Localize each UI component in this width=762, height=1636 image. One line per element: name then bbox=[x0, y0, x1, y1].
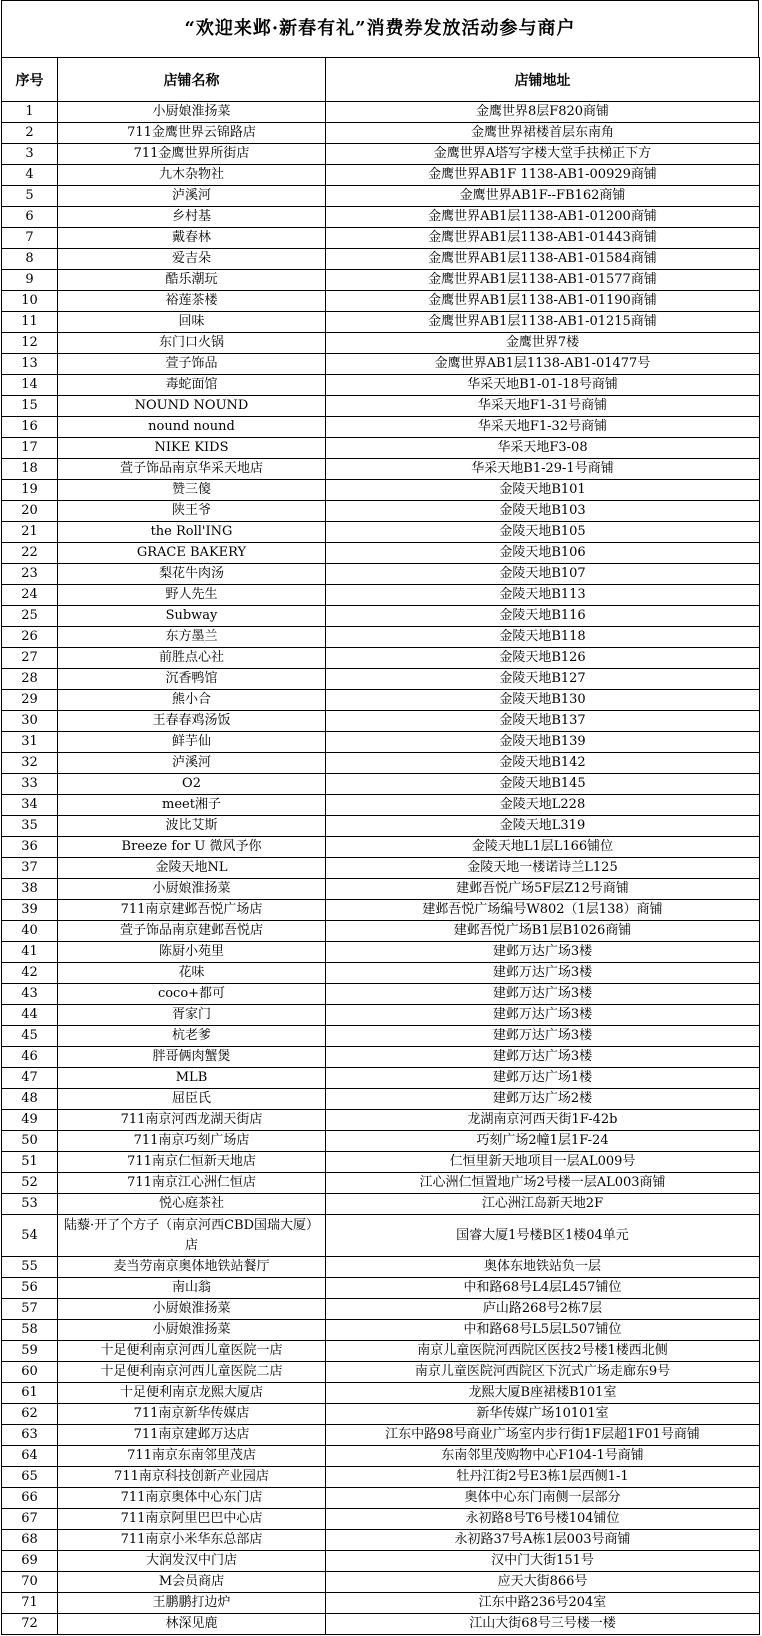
row-number: 34 bbox=[2, 795, 58, 816]
store-name: 泸溪河 bbox=[58, 753, 326, 774]
store-address: 金陵天地B118 bbox=[326, 627, 760, 648]
table-row bbox=[2, 669, 760, 690]
table-row bbox=[2, 1530, 760, 1551]
store-address: 建邺万达广场3楼 bbox=[326, 1047, 760, 1068]
store-name: 萱子饰品南京建邺吾悦店 bbox=[58, 921, 326, 942]
store-name: 711南京东南邻里茂店 bbox=[58, 1446, 326, 1467]
row-number: 25 bbox=[2, 606, 58, 627]
store-address: 金陵天地L1层L166铺位 bbox=[326, 837, 760, 858]
store-name: NOUND NOUND bbox=[58, 396, 326, 417]
row-number: 4 bbox=[2, 165, 58, 186]
store-address: 建邺万达广场1楼 bbox=[326, 1068, 760, 1089]
store-name: 沉香鸭馆 bbox=[58, 669, 326, 690]
row-number: 14 bbox=[2, 375, 58, 396]
store-address: 金鹰世界AB1层1138-AB1-01477号 bbox=[326, 354, 760, 375]
row-number: 2 bbox=[2, 123, 58, 144]
row-number: 43 bbox=[2, 984, 58, 1005]
row-number: 67 bbox=[2, 1509, 58, 1530]
store-name: 小厨娘淮扬菜 bbox=[58, 1320, 326, 1341]
store-name: M会员商店 bbox=[58, 1572, 326, 1593]
table-row bbox=[2, 942, 760, 963]
row-number: 9 bbox=[2, 270, 58, 291]
header-row bbox=[2, 58, 760, 102]
table-row bbox=[2, 1362, 760, 1383]
row-number: 20 bbox=[2, 501, 58, 522]
row-number: 10 bbox=[2, 291, 58, 312]
store-name: 毒蛇面馆 bbox=[58, 375, 326, 396]
row-number: 15 bbox=[2, 396, 58, 417]
row-number: 32 bbox=[2, 753, 58, 774]
row-number: 68 bbox=[2, 1530, 58, 1551]
row-number: 38 bbox=[2, 879, 58, 900]
store-name: 萱子饰品 bbox=[58, 354, 326, 375]
store-address: 建邺万达广场3楼 bbox=[326, 1026, 760, 1047]
row-number: 66 bbox=[2, 1488, 58, 1509]
store-address: 金陵天地B126 bbox=[326, 648, 760, 669]
store-name: 711金鹰世界云锦路店 bbox=[58, 123, 326, 144]
store-name: 十足便利南京河西儿童医院一店 bbox=[58, 1341, 326, 1362]
row-number: 33 bbox=[2, 774, 58, 795]
store-address: 华采天地F1-31号商铺 bbox=[326, 396, 760, 417]
store-name: 711南京巧刻广场店 bbox=[58, 1131, 326, 1152]
store-name: meet湘子 bbox=[58, 795, 326, 816]
table-row bbox=[2, 354, 760, 375]
table-row bbox=[2, 417, 760, 438]
table-row bbox=[2, 1383, 760, 1404]
table-row bbox=[2, 1299, 760, 1320]
table-row bbox=[2, 1215, 760, 1257]
row-number: 53 bbox=[2, 1194, 58, 1215]
row-number: 28 bbox=[2, 669, 58, 690]
table-row bbox=[2, 207, 760, 228]
store-address: 建邺万达广场2楼 bbox=[326, 1089, 760, 1110]
store-address: 牡丹江街2号E3栋1层西侧1-1 bbox=[326, 1467, 760, 1488]
merchant-table bbox=[1, 57, 760, 1635]
row-number: 13 bbox=[2, 354, 58, 375]
table-row bbox=[2, 1089, 760, 1110]
table-row bbox=[2, 837, 760, 858]
store-name: 南山翁 bbox=[58, 1278, 326, 1299]
table-row bbox=[2, 312, 760, 333]
table-row bbox=[2, 1509, 760, 1530]
store-name: 陕王爷 bbox=[58, 501, 326, 522]
store-name: 东方墨兰 bbox=[58, 627, 326, 648]
table-row bbox=[2, 123, 760, 144]
store-address: 龙湖南京河西天街1F-42b bbox=[326, 1110, 760, 1131]
table-row bbox=[2, 858, 760, 879]
table-row bbox=[2, 1194, 760, 1215]
row-number: 46 bbox=[2, 1047, 58, 1068]
store-address: 庐山路268号2栋7层 bbox=[326, 1299, 760, 1320]
row-number: 30 bbox=[2, 711, 58, 732]
store-name: 十足便利南京龙熙大厦店 bbox=[58, 1383, 326, 1404]
store-address: 奥体东地铁站负一层 bbox=[326, 1257, 760, 1278]
store-address: 永初路8号T6号楼104铺位 bbox=[326, 1509, 760, 1530]
row-number: 22 bbox=[2, 543, 58, 564]
store-address: 金陵天地B103 bbox=[326, 501, 760, 522]
table-row bbox=[2, 1173, 760, 1194]
table-row bbox=[2, 375, 760, 396]
store-name: 金陵天地NL bbox=[58, 858, 326, 879]
table-row bbox=[2, 984, 760, 1005]
table-row bbox=[2, 1005, 760, 1026]
table-row bbox=[2, 480, 760, 501]
table-row bbox=[2, 753, 760, 774]
table-row bbox=[2, 1404, 760, 1425]
table-row bbox=[2, 1047, 760, 1068]
row-number: 56 bbox=[2, 1278, 58, 1299]
table-row bbox=[2, 711, 760, 732]
store-address: 仁恒里新天地项目一层AL009号 bbox=[326, 1152, 760, 1173]
store-address: 建邺万达广场3楼 bbox=[326, 1005, 760, 1026]
store-address: 南京儿童医院河西院区医技2号楼1楼西北侧 bbox=[326, 1341, 760, 1362]
store-address: 金陵天地B127 bbox=[326, 669, 760, 690]
store-name: 王春春鸡汤饭 bbox=[58, 711, 326, 732]
store-name: 梨花牛肉汤 bbox=[58, 564, 326, 585]
store-name: 萱子饰品南京华采天地店 bbox=[58, 459, 326, 480]
table-row bbox=[2, 291, 760, 312]
row-number: 29 bbox=[2, 690, 58, 711]
store-address: 金陵天地B107 bbox=[326, 564, 760, 585]
table-row bbox=[2, 522, 760, 543]
table-row bbox=[2, 606, 760, 627]
store-name: 乡村基 bbox=[58, 207, 326, 228]
row-number: 6 bbox=[2, 207, 58, 228]
row-number: 3 bbox=[2, 144, 58, 165]
header-name: 店铺名称 bbox=[58, 58, 326, 102]
table-row bbox=[2, 1110, 760, 1131]
store-address: 江东中路236号204室 bbox=[326, 1593, 760, 1614]
store-address: 金陵天地B105 bbox=[326, 522, 760, 543]
row-number: 17 bbox=[2, 438, 58, 459]
table-row bbox=[2, 1068, 760, 1089]
table-row bbox=[2, 249, 760, 270]
row-number: 11 bbox=[2, 312, 58, 333]
row-number: 47 bbox=[2, 1068, 58, 1089]
store-address: 金陵天地B139 bbox=[326, 732, 760, 753]
table-row bbox=[2, 270, 760, 291]
table-row bbox=[2, 1425, 760, 1446]
row-number: 71 bbox=[2, 1593, 58, 1614]
store-address: 金鹰世界AB1层1138-AB1-01577商铺 bbox=[326, 270, 760, 291]
row-number: 59 bbox=[2, 1341, 58, 1362]
table-row bbox=[2, 648, 760, 669]
table-row bbox=[2, 1341, 760, 1362]
table-row bbox=[2, 795, 760, 816]
table-row bbox=[2, 1278, 760, 1299]
row-number: 35 bbox=[2, 816, 58, 837]
store-name: MLB bbox=[58, 1068, 326, 1089]
store-name: 泸溪河 bbox=[58, 186, 326, 207]
table-row bbox=[2, 333, 760, 354]
row-number: 44 bbox=[2, 1005, 58, 1026]
table-row bbox=[2, 186, 760, 207]
store-name: 裕莲茶楼 bbox=[58, 291, 326, 312]
store-address: 龙熙大厦B座裙楼B101室 bbox=[326, 1383, 760, 1404]
store-address: 金陵天地L228 bbox=[326, 795, 760, 816]
store-name: 胖哥俩肉蟹煲 bbox=[58, 1047, 326, 1068]
store-address: 金陵天地B116 bbox=[326, 606, 760, 627]
store-address: 金陵天地B137 bbox=[326, 711, 760, 732]
store-address: 金鹰世界AB1层1138-AB1-01215商铺 bbox=[326, 312, 760, 333]
store-address: 中和路68号L5层L507铺位 bbox=[326, 1320, 760, 1341]
table-row bbox=[2, 732, 760, 753]
store-name: 花味 bbox=[58, 963, 326, 984]
store-address: 华采天地B1-29-1号商铺 bbox=[326, 459, 760, 480]
store-name: 711南京阿里巴巴中心店 bbox=[58, 1509, 326, 1530]
store-name: 十足便利南京河西儿童医院二店 bbox=[58, 1362, 326, 1383]
store-address: 金鹰世界AB1F--FB162商铺 bbox=[326, 186, 760, 207]
store-name: NIKE KIDS bbox=[58, 438, 326, 459]
row-number: 40 bbox=[2, 921, 58, 942]
store-address: 金陵天地B142 bbox=[326, 753, 760, 774]
store-name: 711南京奥体中心东门店 bbox=[58, 1488, 326, 1509]
store-name: 九木杂物社 bbox=[58, 165, 326, 186]
table-row bbox=[2, 816, 760, 837]
store-name: 屈臣氏 bbox=[58, 1089, 326, 1110]
store-name: 悦心庭茶社 bbox=[58, 1194, 326, 1215]
store-name: 戴春林 bbox=[58, 228, 326, 249]
row-number: 64 bbox=[2, 1446, 58, 1467]
store-address: 永初路37号A栋1层003号商铺 bbox=[326, 1530, 760, 1551]
store-name: 鲜芋仙 bbox=[58, 732, 326, 753]
row-number: 50 bbox=[2, 1131, 58, 1152]
row-number: 24 bbox=[2, 585, 58, 606]
store-name: 赞三傻 bbox=[58, 480, 326, 501]
store-address: 华采天地F3-08 bbox=[326, 438, 760, 459]
row-number: 52 bbox=[2, 1173, 58, 1194]
row-number: 70 bbox=[2, 1572, 58, 1593]
row-number: 1 bbox=[2, 102, 58, 123]
store-name: 爱吉朵 bbox=[58, 249, 326, 270]
store-address: 金鹰世界AB1F 1138-AB1-00929商铺 bbox=[326, 165, 760, 186]
store-address: 中和路68号L4层L457铺位 bbox=[326, 1278, 760, 1299]
table-row bbox=[2, 690, 760, 711]
store-name: Subway bbox=[58, 606, 326, 627]
row-number: 62 bbox=[2, 1404, 58, 1425]
row-number: 49 bbox=[2, 1110, 58, 1131]
table-row bbox=[2, 165, 760, 186]
merchant-list-sheet bbox=[1, 0, 759, 1635]
table-row bbox=[2, 627, 760, 648]
table-row bbox=[2, 543, 760, 564]
store-address: 金陵天地一楼诺诗兰L125 bbox=[326, 858, 760, 879]
store-address: 建邺万达广场3楼 bbox=[326, 984, 760, 1005]
store-address: 东南邻里茂购物中心F104-1号商铺 bbox=[326, 1446, 760, 1467]
row-number: 58 bbox=[2, 1320, 58, 1341]
store-address: 建邺吾悦广场5F层Z12号商铺 bbox=[326, 879, 760, 900]
table-row bbox=[2, 1551, 760, 1572]
row-number: 61 bbox=[2, 1383, 58, 1404]
row-number: 36 bbox=[2, 837, 58, 858]
store-name: 波比艾斯 bbox=[58, 816, 326, 837]
row-number: 12 bbox=[2, 333, 58, 354]
table-row bbox=[2, 921, 760, 942]
store-address: 南京儿童医院河西院区下沉式广场走廊东9号 bbox=[326, 1362, 760, 1383]
row-number: 57 bbox=[2, 1299, 58, 1320]
store-name: 711南京小米华东总部店 bbox=[58, 1530, 326, 1551]
store-name: Breeze for U 微风予你 bbox=[58, 837, 326, 858]
row-number: 7 bbox=[2, 228, 58, 249]
store-name: 酷乐潮玩 bbox=[58, 270, 326, 291]
row-number: 45 bbox=[2, 1026, 58, 1047]
store-name: 陈厨小苑里 bbox=[58, 942, 326, 963]
store-address: 国睿大厦1号楼B区1楼04单元 bbox=[326, 1215, 760, 1257]
store-address: 金鹰世界裙楼首层东南角 bbox=[326, 123, 760, 144]
store-name: nound nound bbox=[58, 417, 326, 438]
table-row bbox=[2, 879, 760, 900]
store-name: O2 bbox=[58, 774, 326, 795]
table-row bbox=[2, 774, 760, 795]
table-row bbox=[2, 228, 760, 249]
row-number: 65 bbox=[2, 1467, 58, 1488]
table-row bbox=[2, 564, 760, 585]
row-number: 54 bbox=[2, 1215, 58, 1257]
store-name: 711南京河西龙湖天街店 bbox=[58, 1110, 326, 1131]
store-name: 小厨娘淮扬菜 bbox=[58, 879, 326, 900]
store-address: 江心洲仁恒置地广场2号楼一层AL003商铺 bbox=[326, 1173, 760, 1194]
table-row bbox=[2, 963, 760, 984]
table-row bbox=[2, 1467, 760, 1488]
store-name: 麦当劳南京奥体地铁站餐厅 bbox=[58, 1257, 326, 1278]
row-number: 42 bbox=[2, 963, 58, 984]
store-address: 金陵天地B113 bbox=[326, 585, 760, 606]
store-address: 建邺吾悦广场B1层B1026商铺 bbox=[326, 921, 760, 942]
row-number: 19 bbox=[2, 480, 58, 501]
table-row bbox=[2, 900, 760, 921]
store-name: 711南京仁恒新天地店 bbox=[58, 1152, 326, 1173]
store-name: 杭老爹 bbox=[58, 1026, 326, 1047]
store-name: 711南京江心洲仁恒店 bbox=[58, 1173, 326, 1194]
row-number: 16 bbox=[2, 417, 58, 438]
store-name: 711南京建邺吾悦广场店 bbox=[58, 900, 326, 921]
table-row bbox=[2, 1131, 760, 1152]
store-address: 金鹰世界AB1层1138-AB1-01584商铺 bbox=[326, 249, 760, 270]
row-number: 27 bbox=[2, 648, 58, 669]
row-number: 18 bbox=[2, 459, 58, 480]
store-address: 建邺万达广场3楼 bbox=[326, 942, 760, 963]
store-address: 金鹰世界A塔写字楼大堂手扶梯正下方 bbox=[326, 144, 760, 165]
table-row bbox=[2, 1593, 760, 1614]
store-address: 应天大街866号 bbox=[326, 1572, 760, 1593]
row-number: 51 bbox=[2, 1152, 58, 1173]
header-no: 序号 bbox=[2, 58, 58, 102]
table-row bbox=[2, 1320, 760, 1341]
store-name: 林深见鹿 bbox=[58, 1614, 326, 1635]
store-name: 胥家门 bbox=[58, 1005, 326, 1026]
store-name: 711南京科技创新产业园店 bbox=[58, 1467, 326, 1488]
store-address: 江东中路98号商业广场室内步行街1F层超1F01号商铺 bbox=[326, 1425, 760, 1446]
table-row bbox=[2, 1614, 760, 1635]
header-address: 店铺地址 bbox=[326, 58, 760, 102]
store-name: 711南京新华传媒店 bbox=[58, 1404, 326, 1425]
table-row bbox=[2, 102, 760, 123]
table-row bbox=[2, 438, 760, 459]
store-name: 711金鹰世界所街店 bbox=[58, 144, 326, 165]
store-address: 金鹰世界8层F820商铺 bbox=[326, 102, 760, 123]
store-address: 金鹰世界7楼 bbox=[326, 333, 760, 354]
row-number: 23 bbox=[2, 564, 58, 585]
store-address: 金陵天地B106 bbox=[326, 543, 760, 564]
row-number: 69 bbox=[2, 1551, 58, 1572]
table-row bbox=[2, 501, 760, 522]
store-name: 前胜点心社 bbox=[58, 648, 326, 669]
store-address: 奥体中心东门南侧一层部分 bbox=[326, 1488, 760, 1509]
store-address: 建邺万达广场3楼 bbox=[326, 963, 760, 984]
store-address: 江山大街68号三号楼一楼 bbox=[326, 1614, 760, 1635]
store-address: 金陵天地B130 bbox=[326, 690, 760, 711]
store-name: coco+都可 bbox=[58, 984, 326, 1005]
store-address: 金鹰世界AB1层1138-AB1-01190商铺 bbox=[326, 291, 760, 312]
store-address: 金陵天地L319 bbox=[326, 816, 760, 837]
store-address: 汉中门大街151号 bbox=[326, 1551, 760, 1572]
store-address: 华采天地B1-01-18号商铺 bbox=[326, 375, 760, 396]
row-number: 37 bbox=[2, 858, 58, 879]
store-name: 王鹏鹏打边炉 bbox=[58, 1593, 326, 1614]
store-address: 金陵天地B101 bbox=[326, 480, 760, 501]
table-row bbox=[2, 1446, 760, 1467]
row-number: 63 bbox=[2, 1425, 58, 1446]
store-name: 野人先生 bbox=[58, 585, 326, 606]
row-number: 41 bbox=[2, 942, 58, 963]
store-address: 金鹰世界AB1层1138-AB1-01443商铺 bbox=[326, 228, 760, 249]
store-name: 小厨娘淮扬菜 bbox=[58, 102, 326, 123]
row-number: 55 bbox=[2, 1257, 58, 1278]
store-name: 东门口火锅 bbox=[58, 333, 326, 354]
table-row bbox=[2, 459, 760, 480]
store-address: 江心洲江岛新天地2F bbox=[326, 1194, 760, 1215]
table-body bbox=[2, 102, 760, 1635]
table-row bbox=[2, 1572, 760, 1593]
row-number: 26 bbox=[2, 627, 58, 648]
row-number: 31 bbox=[2, 732, 58, 753]
store-name: 大润发汉中门店 bbox=[58, 1551, 326, 1572]
store-address: 巧刻广场2幢1层1F-24 bbox=[326, 1131, 760, 1152]
store-address: 新华传媒广场10101室 bbox=[326, 1404, 760, 1425]
table-row bbox=[2, 1257, 760, 1278]
store-name: 回味 bbox=[58, 312, 326, 333]
store-address: 建邺吾悦广场编号W802（1层138）商铺 bbox=[326, 900, 760, 921]
row-number: 39 bbox=[2, 900, 58, 921]
table-row bbox=[2, 1026, 760, 1047]
table-row bbox=[2, 144, 760, 165]
row-number: 5 bbox=[2, 186, 58, 207]
store-address: 金鹰世界AB1层1138-AB1-01200商铺 bbox=[326, 207, 760, 228]
store-name: GRACE BAKERY bbox=[58, 543, 326, 564]
row-number: 72 bbox=[2, 1614, 58, 1635]
table-row bbox=[2, 1152, 760, 1173]
row-number: 8 bbox=[2, 249, 58, 270]
store-name: 711南京建邺万达店 bbox=[58, 1425, 326, 1446]
store-name: 小厨娘淮扬菜 bbox=[58, 1299, 326, 1320]
store-name: 陆藜·开了个方子（南京河西CBD国瑞大厦）店 bbox=[58, 1215, 326, 1257]
table-row bbox=[2, 396, 760, 417]
row-number: 48 bbox=[2, 1089, 58, 1110]
row-number: 21 bbox=[2, 522, 58, 543]
store-name: the Roll'ING bbox=[58, 522, 326, 543]
table-row bbox=[2, 585, 760, 606]
table-row bbox=[2, 1488, 760, 1509]
store-name: 熊小合 bbox=[58, 690, 326, 711]
store-address: 金陵天地B145 bbox=[326, 774, 760, 795]
row-number: 60 bbox=[2, 1362, 58, 1383]
page-title: “欢迎来邺·新春有礼”消费券发放活动参与商户 bbox=[1, 0, 759, 57]
store-address: 华采天地F1-32号商铺 bbox=[326, 417, 760, 438]
